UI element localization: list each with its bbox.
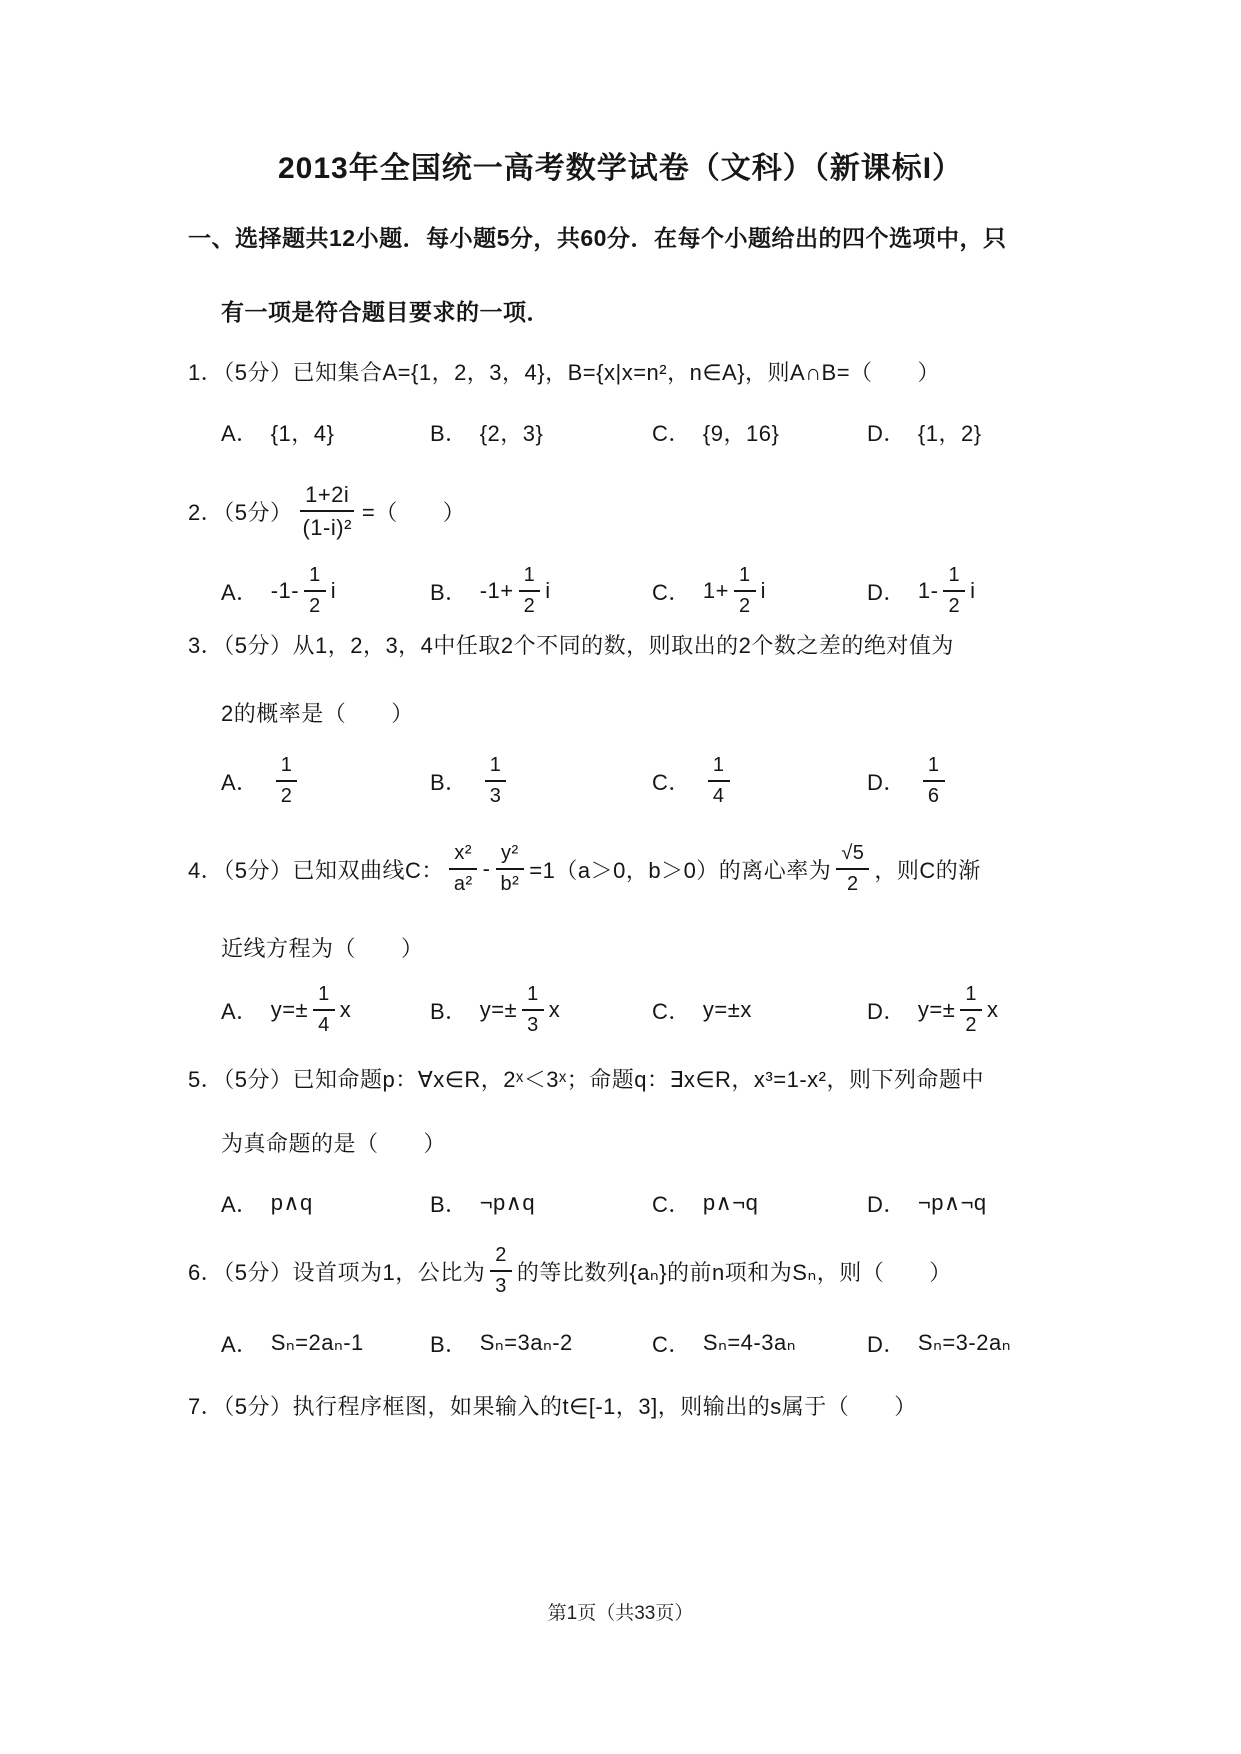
question-4-option-c bbox=[652, 976, 752, 1044]
option-a-text: p∧q bbox=[270, 1190, 313, 1215]
question-5-option-c bbox=[652, 1184, 758, 1222]
question-4-minus-operator: - bbox=[482, 856, 491, 881]
option-c-label: C． bbox=[652, 579, 691, 605]
option-a-pre: y=± bbox=[270, 997, 309, 1022]
option-d-label: D． bbox=[867, 1331, 906, 1357]
fraction-numerator: 1 bbox=[923, 754, 945, 782]
question-3-options bbox=[0, 748, 1241, 814]
question-4-fraction-y bbox=[495, 842, 524, 896]
option-a-text: Sₙ=2aₙ-1 bbox=[270, 1330, 364, 1355]
fraction-denominator: 4 bbox=[712, 785, 725, 807]
fraction-numerator: 1+2i bbox=[300, 482, 354, 512]
question-4-prefix: 4．（5分）已知双曲线C： bbox=[188, 857, 444, 883]
question-1-option-b bbox=[430, 412, 543, 452]
question-2-suffix: =（ ） bbox=[361, 499, 466, 525]
option-b-label: B． bbox=[430, 998, 468, 1024]
option-b-text: Sₙ=3aₙ-2 bbox=[479, 1330, 573, 1355]
question-5-option-d bbox=[867, 1184, 987, 1222]
option-c-text: {9，16} bbox=[702, 420, 780, 446]
option-c-text: p∧¬q bbox=[702, 1190, 759, 1215]
option-a-label: A． bbox=[221, 998, 259, 1024]
option-b-label: B． bbox=[430, 1191, 468, 1217]
question-5-option-a bbox=[221, 1184, 313, 1222]
option-b-pre: y=± bbox=[479, 997, 518, 1022]
question-1-option-d bbox=[867, 412, 982, 452]
fraction-denominator: 2 bbox=[847, 873, 859, 895]
question-4-fraction-x bbox=[449, 842, 478, 896]
option-d-post: x bbox=[986, 997, 999, 1022]
option-d-label: D． bbox=[867, 769, 906, 795]
option-d-text: ¬p∧¬q bbox=[917, 1190, 987, 1215]
fraction-denominator: 2 bbox=[309, 595, 321, 617]
question-3-option-d bbox=[867, 748, 950, 814]
question-5-stem-line1: 5．（5分）已知命题p：∀x∈R，2ˣ＜3ˣ；命题q：∃x∈R，x³=1-x²，则下列命题中 bbox=[188, 1067, 984, 1092]
section-heading-line2: 有一项是符合题目要求的一项． bbox=[221, 299, 550, 325]
question-6-option-d bbox=[867, 1324, 1011, 1362]
question-6-fraction bbox=[490, 1244, 512, 1298]
question-2-fraction bbox=[297, 482, 356, 541]
option-c-label: C． bbox=[652, 998, 691, 1024]
question-2-option-a bbox=[221, 558, 336, 624]
option-a-fraction bbox=[304, 564, 326, 618]
fraction-denominator: 2 bbox=[965, 1014, 977, 1036]
option-b-label: B． bbox=[430, 769, 468, 795]
fraction-denominator: 2 bbox=[523, 595, 536, 617]
option-a-post: i bbox=[330, 578, 337, 603]
fraction-denominator: 6 bbox=[927, 785, 940, 807]
option-d-post: i bbox=[970, 578, 976, 603]
question-6-option-a bbox=[221, 1324, 364, 1362]
question-2-stem bbox=[188, 472, 465, 550]
option-a-label: A． bbox=[221, 579, 259, 605]
question-1-options bbox=[0, 412, 1241, 452]
question-6-option-c bbox=[652, 1324, 796, 1362]
fraction-numerator: y² bbox=[496, 842, 524, 870]
option-c-text: y=±x bbox=[702, 997, 752, 1022]
option-b-fraction bbox=[485, 754, 507, 808]
option-d-label: D． bbox=[867, 1191, 906, 1217]
question-4-stem-line2: 近线方程为（ ） bbox=[221, 936, 424, 961]
option-d-pre: y=± bbox=[917, 997, 956, 1022]
fraction-denominator: 3 bbox=[489, 785, 502, 807]
option-b-label: B． bbox=[430, 1331, 468, 1357]
section-heading-line1: 一、选择题共12小题．每小题5分，共60分．在每个小题给出的四个选项中，只 bbox=[188, 225, 1007, 251]
fraction-numerator: 1 bbox=[519, 564, 541, 592]
question-3-option-a bbox=[221, 748, 302, 814]
option-d-label: D． bbox=[867, 579, 906, 605]
question-4-stem-row bbox=[0, 834, 1241, 904]
fraction-numerator: 1 bbox=[313, 983, 335, 1011]
question-1-option-c bbox=[652, 412, 779, 452]
option-a-fraction bbox=[276, 754, 298, 808]
fraction-numerator: 1 bbox=[276, 754, 298, 782]
question-4-stem bbox=[188, 834, 981, 904]
option-a-post: x bbox=[339, 997, 352, 1022]
fraction-denominator: 2 bbox=[280, 785, 293, 807]
option-c-label: C． bbox=[652, 420, 691, 446]
question-6-prefix: 6．（5分）设首项为1，公比为 bbox=[188, 1259, 486, 1285]
question-3-option-c bbox=[652, 748, 735, 814]
option-b-pre: -1+ bbox=[479, 578, 514, 603]
option-d-text: {1，2} bbox=[917, 420, 982, 446]
option-a-label: A． bbox=[221, 420, 259, 446]
fraction-numerator: √5 bbox=[836, 842, 869, 870]
question-6-option-b bbox=[430, 1324, 573, 1362]
fraction-denominator: 4 bbox=[318, 1014, 330, 1036]
question-4-option-b bbox=[430, 976, 560, 1044]
option-b-fraction bbox=[522, 983, 544, 1037]
page-number-footer: 第1页（共33页） bbox=[547, 1603, 694, 1624]
question-6-stem bbox=[188, 1240, 952, 1302]
question-5-option-b bbox=[430, 1184, 535, 1222]
fraction-numerator: 1 bbox=[304, 564, 326, 592]
option-c-pre: 1+ bbox=[702, 578, 729, 603]
fraction-numerator: 1 bbox=[943, 564, 965, 592]
question-1-option-a bbox=[221, 412, 334, 452]
question-5-options bbox=[0, 1184, 1241, 1222]
option-d-label: D． bbox=[867, 998, 906, 1024]
fraction-numerator: 1 bbox=[734, 564, 756, 592]
option-a-label: A． bbox=[221, 1331, 259, 1357]
fraction-denominator: (1-i)² bbox=[302, 515, 352, 540]
question-5-stem-line2: 为真命题的是（ ） bbox=[221, 1131, 447, 1156]
question-3-stem-line1: 3．（5分）从1，2，3，4中任取2个不同的数，则取出的2个数之差的绝对值为 bbox=[188, 633, 954, 658]
option-b-post: x bbox=[548, 997, 561, 1022]
option-d-fraction bbox=[943, 564, 965, 618]
option-b-label: B． bbox=[430, 420, 468, 446]
question-7-stem: 7．（5分）执行程序框图，如果输入的t∈[-1，3]，则输出的s属于（ ） bbox=[188, 1394, 917, 1419]
fraction-numerator: 1 bbox=[708, 754, 730, 782]
option-b-text: {2，3} bbox=[479, 420, 544, 446]
fraction-numerator: 2 bbox=[490, 1244, 512, 1272]
question-2-option-d bbox=[867, 558, 975, 624]
fraction-denominator: a² bbox=[453, 873, 473, 895]
option-a-label: A． bbox=[221, 1191, 259, 1217]
fraction-denominator: 3 bbox=[527, 1014, 539, 1036]
option-b-label: B． bbox=[430, 579, 468, 605]
question-4-option-d bbox=[867, 976, 998, 1044]
question-4-fraction-eccentricity bbox=[836, 842, 869, 896]
option-c-label: C． bbox=[652, 769, 691, 795]
option-c-fraction bbox=[734, 564, 756, 618]
question-2-prefix: 2．（5分） bbox=[188, 499, 293, 525]
question-2-options bbox=[0, 558, 1241, 624]
page-title: 2013年全国统一高考数学试卷（文科）（新课标I） bbox=[277, 152, 964, 185]
question-6-stem-row bbox=[0, 1240, 1241, 1302]
option-d-fraction bbox=[923, 754, 945, 808]
option-d-label: D． bbox=[867, 420, 906, 446]
option-a-text: {1，4} bbox=[270, 420, 335, 446]
option-c-label: C． bbox=[652, 1191, 691, 1217]
option-a-label: A． bbox=[221, 769, 259, 795]
question-4-tail: ，则C的渐 bbox=[874, 857, 981, 883]
option-c-label: C． bbox=[652, 1331, 691, 1357]
fraction-numerator: x² bbox=[449, 842, 477, 870]
question-6-suffix: 的等比数列{aₙ}的前n项和为Sₙ，则（ ） bbox=[516, 1259, 952, 1285]
option-d-pre: 1- bbox=[917, 578, 939, 603]
fraction-denominator: b² bbox=[500, 873, 520, 895]
question-2-option-c bbox=[652, 558, 766, 624]
question-6-options bbox=[0, 1324, 1241, 1362]
option-c-post: i bbox=[760, 578, 766, 603]
fraction-numerator: 1 bbox=[522, 983, 544, 1011]
question-3-option-b bbox=[430, 748, 511, 814]
option-a-fraction bbox=[313, 983, 335, 1037]
option-b-fraction bbox=[519, 564, 541, 618]
option-c-fraction bbox=[708, 754, 730, 808]
question-1-stem: 1．（5分）已知集合A={1，2，3，4}，B={x|x=n²，n∈A}，则A∩B=（ ） bbox=[188, 360, 941, 385]
fraction-numerator: 1 bbox=[960, 983, 982, 1011]
option-b-text: ¬p∧q bbox=[479, 1190, 536, 1215]
question-2-option-b bbox=[430, 558, 551, 624]
fraction-denominator: 2 bbox=[948, 595, 961, 617]
fraction-numerator: 1 bbox=[485, 754, 507, 782]
question-3-stem-line2: 2的概率是（ ） bbox=[221, 701, 414, 726]
question-4-options bbox=[0, 976, 1241, 1044]
option-a-pre: -1- bbox=[270, 578, 300, 603]
option-b-post: i bbox=[545, 578, 551, 603]
question-2-stem-row bbox=[0, 472, 1241, 550]
option-c-text: Sₙ=4-3aₙ bbox=[702, 1330, 796, 1355]
option-d-fraction bbox=[960, 983, 982, 1037]
fraction-denominator: 2 bbox=[738, 595, 751, 617]
option-d-text: Sₙ=3-2aₙ bbox=[917, 1330, 1011, 1355]
fraction-denominator: 3 bbox=[495, 1275, 507, 1297]
question-4-option-a bbox=[221, 976, 351, 1044]
question-4-middle: =1（a＞0，b＞0）的离心率为 bbox=[529, 857, 832, 883]
